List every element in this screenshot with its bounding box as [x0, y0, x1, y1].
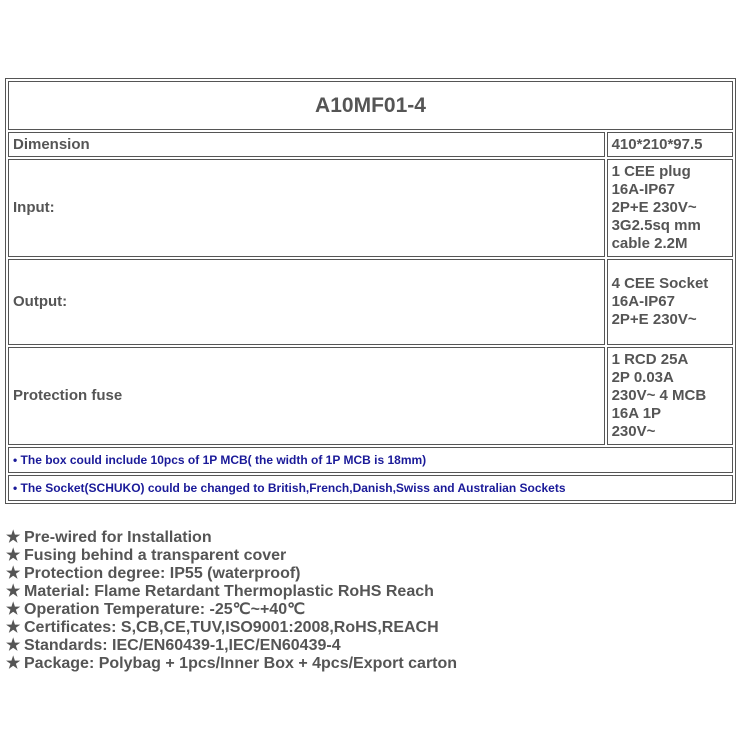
- feature-item: [6, 601, 457, 619]
- star-icon: ★: [6, 547, 21, 564]
- feature-text: Certificates: S,CB,CE,TUV,ISO9001:2008,RoHS,REACH: [24, 619, 439, 636]
- star-icon: ★: [6, 637, 21, 654]
- feature-item: [6, 547, 457, 565]
- feature-item: [6, 529, 457, 547]
- table-row: [8, 132, 733, 157]
- star-icon: ★: [6, 529, 21, 546]
- feature-text: Operation Temperature: -25℃~+40℃: [24, 601, 306, 618]
- note-row: [8, 475, 733, 501]
- table-row: [8, 159, 733, 257]
- feature-item: [6, 619, 457, 637]
- star-icon: ★: [6, 565, 21, 582]
- spec-table: [5, 78, 736, 504]
- row-value-output: 4 CEE Socket 16A-IP67 2P+E 230V~: [607, 259, 733, 345]
- feature-text: Material: Flame Retardant Thermoplastic RoHS Reach: [24, 583, 434, 600]
- feature-text: Pre-wired for Installation: [24, 529, 212, 546]
- note-socket: • The Socket(SCHUKO) could be changed to British,French,Danish,Swiss and Australian Sockets: [8, 475, 733, 501]
- feature-list: [6, 529, 457, 673]
- feature-text: Package: Polybag + 1pcs/Inner Box + 4pcs/Export carton: [24, 655, 458, 672]
- note-row: [8, 447, 733, 473]
- row-value-dimension: 410*210*97.5: [607, 132, 733, 157]
- feature-text: Protection degree: IP55 (waterproof): [24, 565, 301, 582]
- feature-item: [6, 655, 457, 673]
- row-label-dimension: Dimension: [8, 132, 605, 157]
- star-icon: ★: [6, 583, 21, 600]
- row-label-protection: Protection fuse: [8, 347, 605, 445]
- feature-item: [6, 565, 457, 583]
- feature-item: [6, 637, 457, 655]
- star-icon: ★: [6, 655, 21, 672]
- product-title: A10MF01-4: [8, 81, 733, 130]
- note-mcb: • The box could include 10pcs of 1P MCB( the width of 1P MCB is 18mm): [8, 447, 733, 473]
- row-value-input: 1 CEE plug 16A-IP67 2P+E 230V~ 3G2.5sq mm cable 2.2M: [607, 159, 733, 257]
- table-row: [8, 259, 733, 345]
- star-icon: ★: [6, 601, 21, 618]
- table-row: [8, 347, 733, 445]
- feature-text: Fusing behind a transparent cover: [24, 547, 287, 564]
- row-label-input: Input:: [8, 159, 605, 257]
- feature-item: [6, 583, 457, 601]
- row-value-protection: 1 RCD 25A 2P 0.03A 230V~ 4 MCB 16A 1P 230V~: [607, 347, 733, 445]
- row-label-output: Output:: [8, 259, 605, 345]
- feature-text: Standards: IEC/EN60439-1,IEC/EN60439-4: [24, 637, 341, 654]
- star-icon: ★: [6, 619, 21, 636]
